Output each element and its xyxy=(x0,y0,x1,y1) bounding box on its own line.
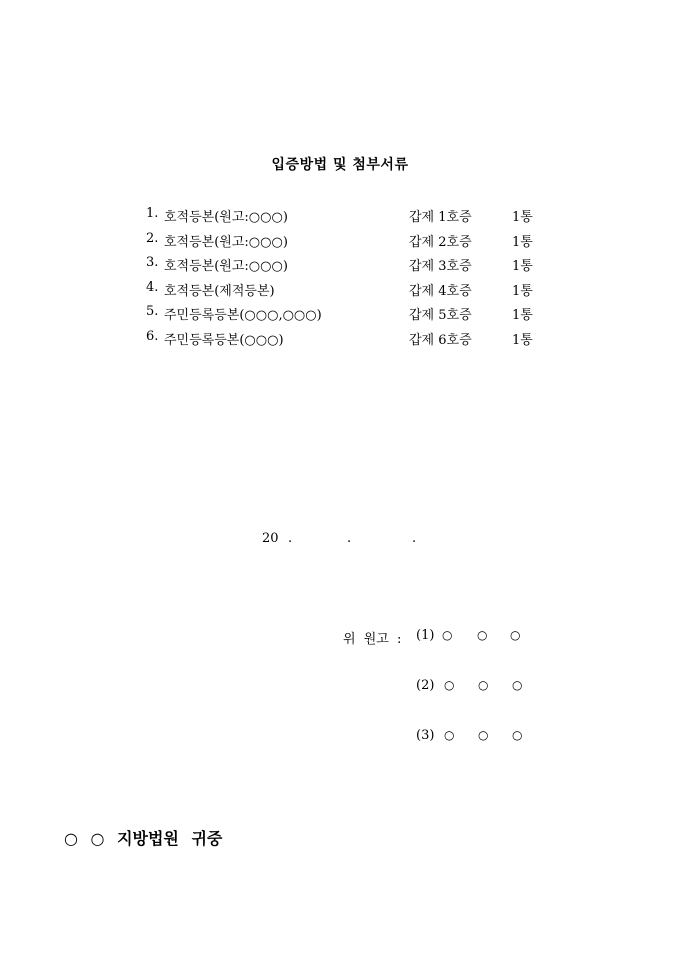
date-separator: . xyxy=(347,531,352,546)
date-separator: . xyxy=(288,531,293,546)
evidence-number: 1. xyxy=(146,206,159,221)
name-placeholder: ○ xyxy=(512,678,523,692)
evidence-description: 호적등본(원고:○○○) xyxy=(164,259,288,275)
date-separator: . xyxy=(412,531,417,546)
evidence-item xyxy=(146,206,546,231)
evidence-item xyxy=(146,280,546,305)
evidence-item xyxy=(146,329,546,354)
evidence-number: 5. xyxy=(146,304,159,320)
name-placeholder: ○ xyxy=(510,628,521,642)
evidence-label: 갑제 1호증 xyxy=(409,210,472,225)
evidence-item xyxy=(146,231,546,256)
name-placeholder: ○ xyxy=(442,628,453,642)
evidence-item xyxy=(146,255,546,280)
evidence-item xyxy=(146,304,546,329)
name-placeholder: ○ xyxy=(478,728,489,742)
evidence-label: 갑제 3호증 xyxy=(409,259,472,275)
evidence-count: 1통 xyxy=(512,283,533,299)
name-placeholder: ○ xyxy=(512,728,523,742)
plaintiff-number: (3) xyxy=(416,728,435,743)
evidence-number: 2. xyxy=(146,230,159,246)
evidence-count: 1통 xyxy=(512,234,533,250)
evidence-count: 1통 xyxy=(512,332,533,348)
evidence-number: 4. xyxy=(146,279,159,295)
evidence-count: 1통 xyxy=(512,210,533,225)
name-placeholder: ○ xyxy=(478,678,489,692)
evidence-label: 갑제 2호증 xyxy=(409,234,472,250)
evidence-number: 6. xyxy=(146,328,159,344)
evidence-description: 호적등본(원고:○○○) xyxy=(164,210,288,225)
evidence-description: 주민등록등본(○○○) xyxy=(164,332,284,348)
evidence-label: 갑제 6호증 xyxy=(409,332,472,348)
plaintiff-label: 위 원고 : xyxy=(343,632,402,647)
evidence-count: 1통 xyxy=(512,259,533,275)
evidence-count: 1통 xyxy=(512,308,533,324)
evidence-number: 3. xyxy=(146,255,159,271)
court-addressee: ○ ○ 지방법원 귀중 xyxy=(64,829,223,848)
plaintiff-number: (1) xyxy=(416,628,435,643)
evidence-list xyxy=(146,206,546,354)
document-title: 입증방법 및 첨부서류 xyxy=(271,157,409,173)
evidence-label: 갑제 4호증 xyxy=(409,283,472,299)
evidence-description: 호적등본(제적등본) xyxy=(164,283,275,299)
evidence-description: 주민등록등본(○○○,○○○) xyxy=(164,308,322,324)
evidence-description: 호적등본(원고:○○○) xyxy=(164,234,288,250)
name-placeholder: ○ xyxy=(477,628,488,642)
plaintiff-number: (2) xyxy=(416,678,435,693)
name-placeholder: ○ xyxy=(444,678,455,692)
date-year: 20 xyxy=(262,531,279,546)
name-placeholder: ○ xyxy=(444,728,455,742)
evidence-label: 갑제 5호증 xyxy=(409,308,472,324)
